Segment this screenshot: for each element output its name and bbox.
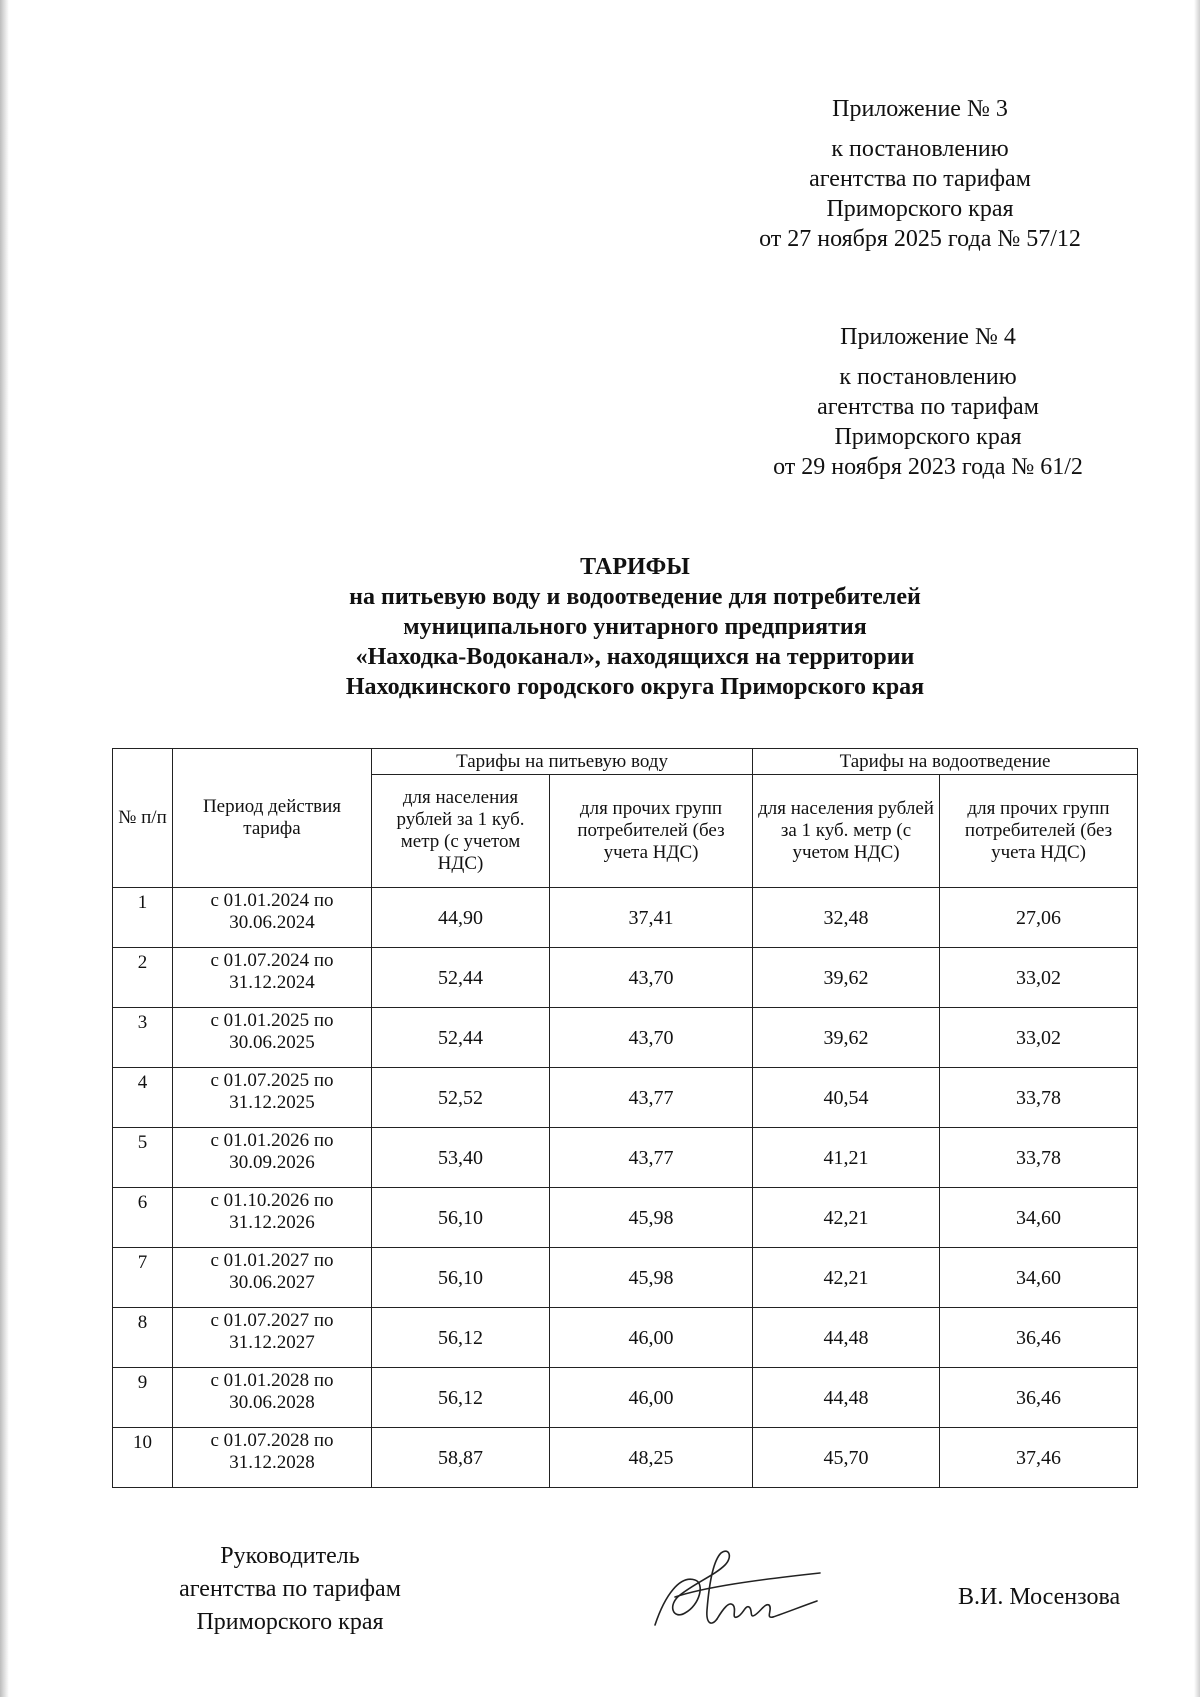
scan-edge-right	[1194, 0, 1200, 1697]
row-sewer-other: 34,60	[940, 1188, 1138, 1248]
appendix-3-block	[720, 94, 1120, 254]
row-sewer-other: 27,06	[940, 888, 1138, 948]
row-sewer-other: 34,60	[940, 1248, 1138, 1308]
row-water-population: 52,52	[372, 1068, 550, 1128]
row-sewer-population: 44,48	[753, 1308, 940, 1368]
title-line: муниципального унитарного предприятия	[403, 614, 867, 640]
signatory-position-line: агентства по тарифам	[179, 1576, 401, 1602]
title-line: Находкинского городского округа Приморского края	[345, 674, 925, 700]
row-period: с 01.10.2026 по 31.12.2026	[173, 1188, 372, 1248]
appendix-4-line: агентства по тарифам	[817, 394, 1039, 420]
row-sewer-population: 45,70	[753, 1428, 940, 1488]
row-period: с 01.01.2025 по 30.06.2025	[173, 1008, 372, 1068]
row-num: 1	[113, 888, 173, 948]
table-row	[113, 1188, 1138, 1248]
row-water-population: 52,44	[372, 1008, 550, 1068]
row-water-population: 56,12	[372, 1368, 550, 1428]
row-water-population: 44,90	[372, 888, 550, 948]
row-num: 10	[113, 1428, 173, 1488]
appendix-4-line: Приморского края	[834, 424, 1022, 450]
scan-edge-left	[0, 0, 9, 1697]
row-water-other: 43,77	[550, 1068, 753, 1128]
appendix-4-heading: Приложение № 4	[840, 324, 1016, 350]
row-num: 8	[113, 1308, 173, 1368]
signatory-position-line: Руководитель	[220, 1543, 360, 1569]
row-sewer-population: 39,62	[753, 1008, 940, 1068]
table-header-row	[113, 749, 1138, 775]
row-water-population: 58,87	[372, 1428, 550, 1488]
row-water-population: 56,10	[372, 1248, 550, 1308]
appendix-3-heading: Приложение № 3	[832, 96, 1008, 122]
appendix-3-line: к постановлению	[831, 136, 1009, 162]
row-period: с 01.07.2024 по 31.12.2024	[173, 948, 372, 1008]
title-line: «Находка-Водоканал», находящихся на территории	[355, 644, 915, 670]
row-period: с 01.07.2025 по 31.12.2025	[173, 1068, 372, 1128]
document-title	[220, 552, 1050, 702]
row-water-other: 46,00	[550, 1368, 753, 1428]
row-water-other: 45,98	[550, 1188, 753, 1248]
appendix-4-block	[728, 322, 1128, 482]
table-row	[113, 1308, 1138, 1368]
row-num: 9	[113, 1368, 173, 1428]
row-num: 5	[113, 1128, 173, 1188]
row-water-other: 37,41	[550, 888, 753, 948]
header-sewer-other: для прочих групп потребителей (без учета НДС)	[940, 775, 1138, 888]
row-sewer-other: 33,78	[940, 1128, 1138, 1188]
row-sewer-other: 33,02	[940, 948, 1138, 1008]
row-period: с 01.07.2027 по 31.12.2027	[173, 1308, 372, 1368]
table-row	[113, 1068, 1138, 1128]
row-water-population: 56,12	[372, 1308, 550, 1368]
row-period: с 01.07.2028 по 31.12.2028	[173, 1428, 372, 1488]
row-water-other: 43,70	[550, 948, 753, 1008]
appendix-4-line: от 29 ноября 2023 года № 61/2	[773, 454, 1083, 480]
row-sewer-other: 33,78	[940, 1068, 1138, 1128]
row-water-other: 43,70	[550, 1008, 753, 1068]
appendix-3-line: Приморского края	[826, 196, 1014, 222]
signer-name: В.И. Мосензова	[958, 1584, 1121, 1610]
row-num: 3	[113, 1008, 173, 1068]
row-sewer-population: 42,21	[753, 1188, 940, 1248]
row-sewer-other: 36,46	[940, 1368, 1138, 1428]
table-row	[113, 888, 1138, 948]
row-water-other: 46,00	[550, 1308, 753, 1368]
header-num: № п/п	[113, 749, 173, 888]
table-row	[113, 1368, 1138, 1428]
row-sewer-population: 41,21	[753, 1128, 940, 1188]
row-water-other: 45,98	[550, 1248, 753, 1308]
header-water-group: Тарифы на питьевую воду	[372, 749, 753, 775]
row-sewer-other: 37,46	[940, 1428, 1138, 1488]
row-num: 6	[113, 1188, 173, 1248]
row-sewer-population: 40,54	[753, 1068, 940, 1128]
handwritten-signature	[645, 1535, 825, 1650]
row-sewer-population: 39,62	[753, 948, 940, 1008]
table-row	[113, 948, 1138, 1008]
signatory-position-line: Приморского края	[196, 1609, 384, 1635]
table-row	[113, 1128, 1138, 1188]
row-water-population: 53,40	[372, 1128, 550, 1188]
title-line: на питьевую воду и водоотведение для потребителей	[349, 584, 921, 610]
row-water-other: 43,77	[550, 1128, 753, 1188]
row-sewer-other: 36,46	[940, 1308, 1138, 1368]
row-sewer-population: 44,48	[753, 1368, 940, 1428]
row-water-population: 56,10	[372, 1188, 550, 1248]
signatory-position	[140, 1540, 440, 1639]
row-num: 2	[113, 948, 173, 1008]
table-row	[113, 1008, 1138, 1068]
appendix-3-line: агентства по тарифам	[809, 166, 1031, 192]
row-sewer-other: 33,02	[940, 1008, 1138, 1068]
table-row	[113, 1248, 1138, 1308]
row-period: с 01.01.2026 по 30.09.2026	[173, 1128, 372, 1188]
title-line: ТАРИФЫ	[580, 554, 690, 580]
header-sewer-group: Тарифы на водоотведение	[753, 749, 1138, 775]
appendix-4-line: к постановлению	[839, 364, 1017, 390]
row-water-other: 48,25	[550, 1428, 753, 1488]
row-num: 7	[113, 1248, 173, 1308]
table-row	[113, 1428, 1138, 1488]
row-period: с 01.01.2024 по 30.06.2024	[173, 888, 372, 948]
row-period: с 01.01.2028 по 30.06.2028	[173, 1368, 372, 1428]
header-water-other: для прочих групп потребителей (без учета НДС)	[550, 775, 753, 888]
row-sewer-population: 32,48	[753, 888, 940, 948]
header-period: Период действия тарифа	[173, 749, 372, 888]
row-period: с 01.01.2027 по 30.06.2027	[173, 1248, 372, 1308]
row-water-population: 52,44	[372, 948, 550, 1008]
appendix-3-line: от 27 ноября 2025 года № 57/12	[759, 226, 1081, 252]
header-water-population: для населения рублей за 1 куб. метр (с учетом НДС)	[372, 775, 550, 888]
row-sewer-population: 42,21	[753, 1248, 940, 1308]
row-num: 4	[113, 1068, 173, 1128]
header-sewer-population: для населения рублей за 1 куб. метр (с учетом НДС)	[753, 775, 940, 888]
tariffs-table	[112, 748, 1138, 1488]
